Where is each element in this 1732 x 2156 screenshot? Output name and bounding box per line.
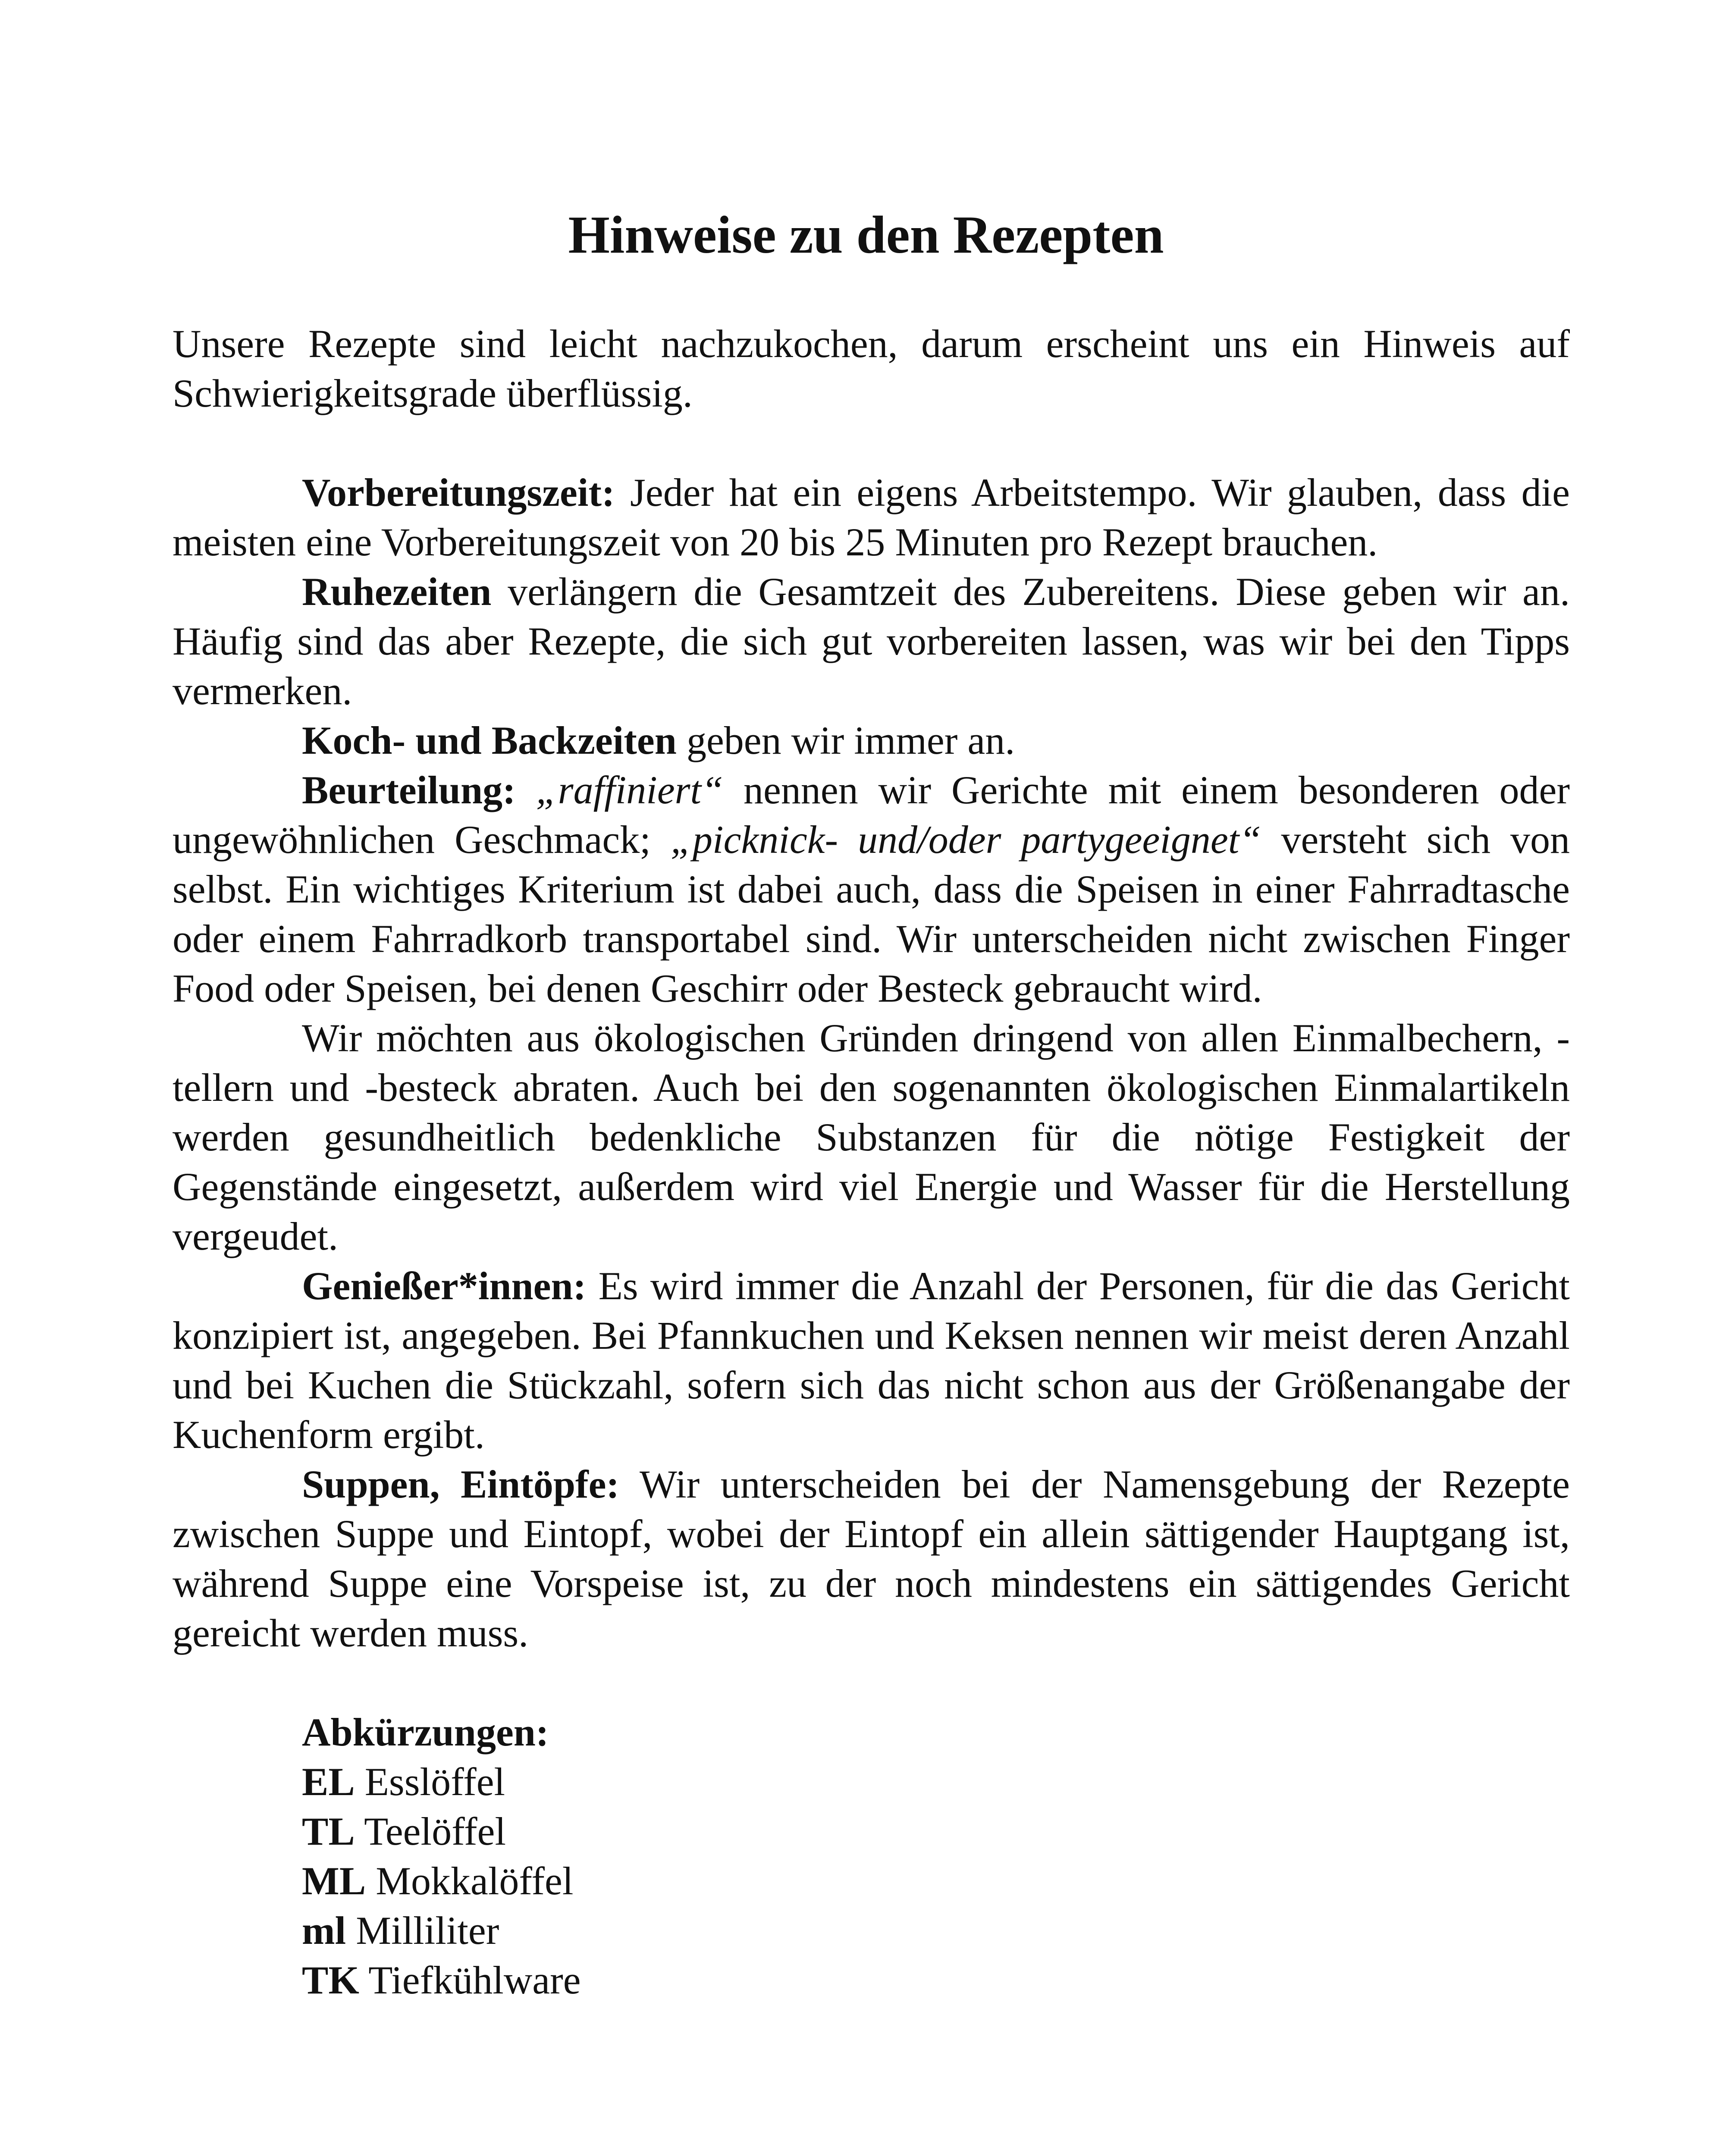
text-kochzeiten: geben wir immer an.: [676, 718, 1015, 762]
paragraph-kochzeiten: [173, 716, 1570, 765]
text-suppen: Wir unterscheiden bei der Namensgebung der Rezepte zwischen Suppe und Eintopf, wobei der Eintopf ein allein sättigender Hauptgang ist, während Suppe eine Vorspeise ist, zu der noch mindestens ein sättigendes Gericht gereicht werden muss.: [173, 1462, 1570, 1655]
abbreviation-item: [302, 1807, 1570, 1856]
quote-picknick: „picknick- und/oder partygeeignet“: [670, 818, 1261, 862]
abbreviation-item: [302, 1856, 1570, 1906]
abbreviations-title: Abkürzungen:: [302, 1710, 549, 1754]
term-kochzeiten: Koch- und Backzeiten: [302, 718, 677, 762]
paragraph-vorbereitungszeit: [173, 468, 1570, 567]
paragraph-geniesser: [173, 1261, 1570, 1460]
abbreviation-code: TK: [302, 1958, 359, 2002]
abbreviation-item: [302, 1955, 1570, 2005]
abbreviation-item: [302, 1757, 1570, 1807]
term-beurteilung: Beurteilung:: [302, 768, 516, 812]
paragraph-beurteilung: [173, 765, 1570, 1013]
quote-raffiniert: „raffiniert“: [515, 768, 724, 812]
abbreviation-item: [302, 1906, 1570, 1955]
paragraph-ruhezeiten: [173, 567, 1570, 716]
text-beurteilung-1: nennen wir Gerichte mit einem besonderen oder ungewöhnlichen Geschmack;: [173, 768, 1570, 862]
main-text: [173, 319, 1570, 2005]
text-ruhezeiten: verlängern die Gesamtzeit des Zubereitens. Diese geben wir an. Häufig sind das aber Rezepte, die sich gut vorbereiten lassen, was wir bei den Tipps vermerken.: [173, 570, 1570, 713]
abbreviation-meaning: Mokkalöffel: [366, 1859, 574, 1903]
abbreviation-meaning: Milliliter: [346, 1908, 499, 1952]
paragraph-suppen: [173, 1460, 1570, 1658]
abbreviation-meaning: Tiefkühlware: [359, 1958, 581, 2002]
term-ruhezeiten: Ruhezeiten: [302, 570, 492, 614]
text-beurteilung-2: versteht sich von selbst. Ein wichtiges Kriterium ist dabei auch, dass die Speisen in einer Fahrradtasche oder einem Fahrradkorb transportabel sind. Wir unterscheiden nicht zwischen Finger Food oder Speisen, bei denen Geschirr oder Besteck gebraucht wird.: [173, 818, 1570, 1010]
page-title: Hinweise zu den Rezepten: [568, 205, 1164, 264]
text-geniesser: Es wird immer die Anzahl der Personen, für die das Gericht konzipiert ist, angegeben. Bei Pfannkuchen und Keksen nennen wir meist deren Anzahl und bei Kuchen die Stückzahl, sofern sich das nicht schon aus der Größenangabe der Kuchenform ergibt.: [173, 1264, 1570, 1457]
abbreviation-code: TL: [302, 1809, 355, 1853]
abbreviation-code: ml: [302, 1908, 346, 1952]
term-suppen: Suppen, Eintöpfe:: [302, 1462, 620, 1506]
abbreviations-list: [173, 1708, 1570, 2005]
abbreviation-code: EL: [302, 1760, 355, 1804]
abbreviation-code: ML: [302, 1859, 366, 1903]
term-vorbereitungszeit: Vorbereitungszeit:: [302, 470, 615, 514]
term-geniesser: Genießer*innen:: [302, 1264, 587, 1308]
paragraph-oekologie: Wir möchten aus ökologischen Gründen dringend von allen Einmalbechern, -tellern und -besteck abraten. Auch bei den sogenannten ökologischen Einmalartikeln werden gesundheitlich bedenkliche Substanzen für die nötige Festigkeit der Gegenstände eingesetzt, außerdem wird viel Energie und Wasser für die Herstellung vergeudet.: [173, 1016, 1570, 1258]
intro-paragraph: Unsere Rezepte sind leicht nachzukochen, darum erscheint uns ein Hinweis auf Schwierigkeitsgrade überflüssig.: [173, 322, 1570, 415]
abbreviation-meaning: Esslöffel: [355, 1760, 505, 1804]
abbreviation-meaning: Teelöffel: [355, 1809, 506, 1853]
text-vorbereitungszeit: Jeder hat ein eigens Arbeitstempo. Wir glauben, dass die meisten eine Vorbereitungszeit von 20 bis 25 Minuten pro Rezept brauchen.: [173, 470, 1570, 564]
